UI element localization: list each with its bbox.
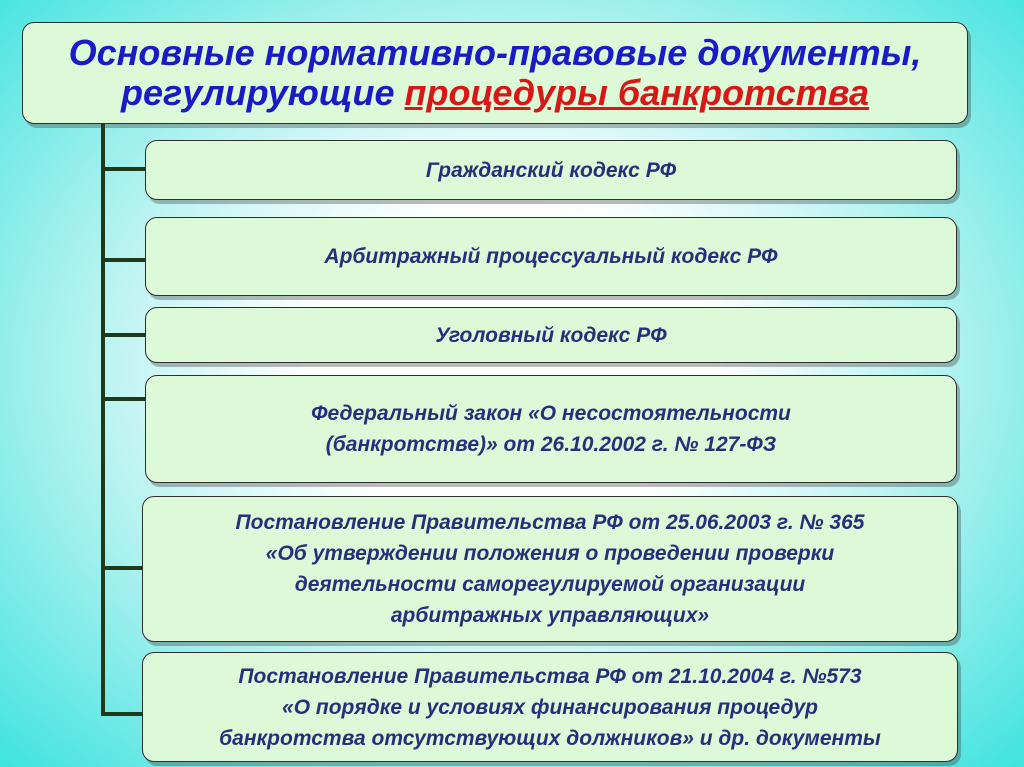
document-box-criminal-code [145,307,957,363]
title-line-2 [121,73,869,113]
document-box-resolution-573 [142,652,958,762]
trunk-line [101,124,105,716]
document-text-line: «Об утверждении положения о проведении проверки [265,542,835,565]
document-text-line: Постановление Правительства РФ от 21.10.2004 г. №573 [238,664,862,688]
document-text-line: (банкротстве)» от 26.10.2002 г. № 127-ФЗ [325,433,777,456]
branch-line-4 [101,397,145,401]
branch-line-2 [101,258,145,262]
branch-line-6 [101,712,145,716]
title-accent: процедуры банкротства [404,72,869,113]
branch-line-1 [101,167,145,171]
title-line-1: Основные нормативно-правовые документы, [68,32,922,73]
document-text-line: арбитражных управляющих» [390,604,710,627]
document-text-line: Постановление Правительства РФ от 25.06.2003 г. № 365 [235,511,865,534]
title-line-2-plain: регулирующие [121,72,405,113]
title-box [22,22,968,124]
branch-line-5 [101,566,145,570]
branch-line-3 [101,333,145,337]
document-text-line: Уголовный кодекс РФ [435,323,667,347]
document-box-arbitration-code [145,217,957,296]
document-box-civil-code [145,140,957,200]
document-text-line: Гражданский кодекс РФ [425,158,677,182]
document-box-federal-law [145,375,957,483]
document-text-line: Федеральный закон «О несостоятельности [311,402,791,425]
document-text-line: деятельности саморегулируемой организации [294,573,806,596]
document-text-line: Арбитражный процессуальный кодекс РФ [324,245,778,268]
document-text-line: банкротства отсутствующих должников» и др. документы [219,726,881,750]
document-text-line: «О порядке и условиях финансирования процедур [282,695,818,719]
document-box-resolution-365 [142,496,958,642]
